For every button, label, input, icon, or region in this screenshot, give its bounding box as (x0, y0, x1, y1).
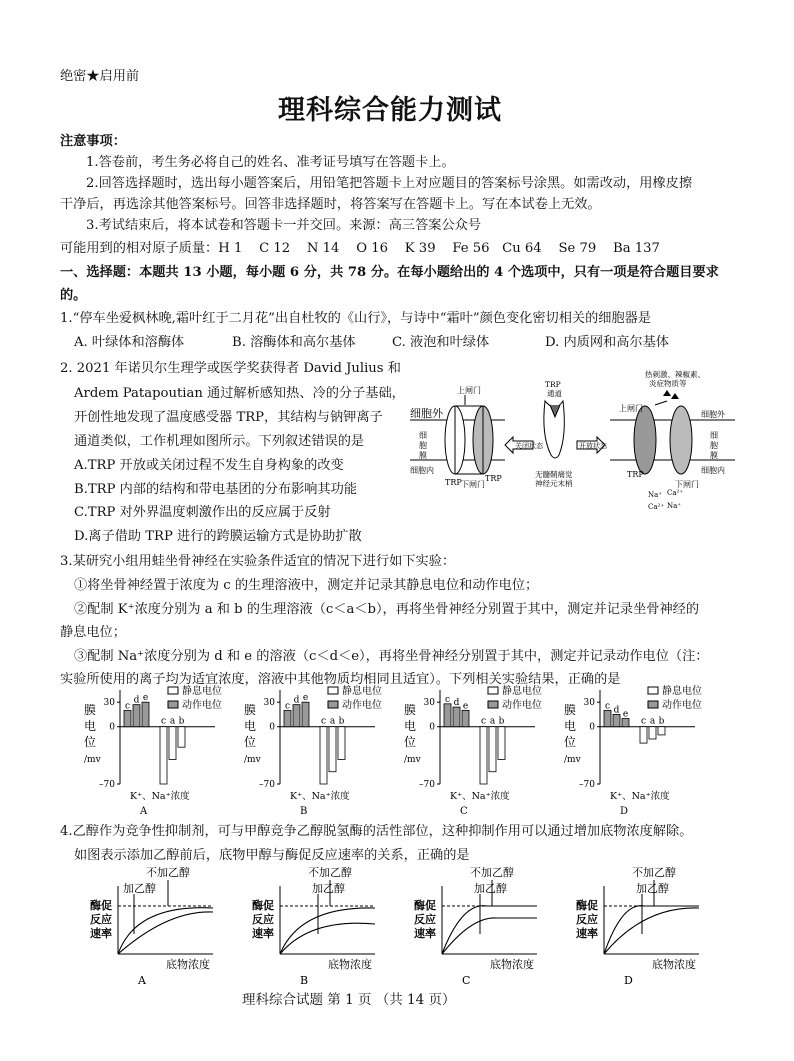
q4-chart-a-xlabel: 底物浓度 (166, 958, 210, 971)
chart-b-bar-ap-e (302, 702, 309, 727)
chart-a-bar-rp-c (160, 727, 167, 784)
fig-closed-label: 关闭状态 (515, 442, 543, 450)
chart-b-bar-ap-label: c (284, 701, 291, 712)
chart-c-bar-ap-label: d (453, 698, 460, 709)
q4-chart-c-curve-2 (442, 918, 537, 954)
q4-stem-2: 如图表示添加乙醇前后，底物甲醇与酶促反应速率的关系，正确的是 (74, 848, 470, 863)
chart-d-ytick-label: 0 (589, 722, 595, 733)
chart-a-bar-ap-label: c (124, 701, 131, 712)
q4-chart-c-xlabel: 底物浓度 (490, 958, 534, 971)
q1-option-b[interactable]: B. 溶酶体和高尔基体 (232, 335, 356, 350)
section-heading: 一、选择题：本题共 13 小题，每小题 6 分，共 78 分。在每小题给出的 4 个选项中，只有一项是符合题目要求 (60, 265, 719, 280)
q4-chart-c-label-none: 不加乙醇 (470, 866, 514, 879)
trp-mechanism-diagram (405, 365, 745, 513)
chart-d-ytick-label: 30 (583, 698, 595, 709)
notice-2: 2.回答选择题时，选出每小题答案后，用铅笔把答题卡上对应题目的答案标号涂黑。如需改动，用橡皮擦 (86, 176, 693, 191)
chart-b-bar-ap-label: e (302, 693, 309, 704)
chart-b-bar-ap-label: d (293, 695, 300, 706)
q3-stem-5: ③配制 Na⁺浓度分别为 d 和 e 的溶液（c＜d＜e），再将坐骨神经分别置于其中，测定并记录动作电位（注： (74, 649, 709, 664)
q4-chart-d-ylabel-2: 速率 (576, 927, 598, 940)
chart-a-legend-rest: 静息电位 (182, 686, 222, 697)
q2-stem-2: Ardem Patapoutian 通过解析感知热、冷的分子基础， (74, 386, 405, 401)
chart-c-bar-ap-label: e (462, 701, 469, 712)
q4-chart-b-ylabel-2: 速率 (252, 927, 274, 940)
chart-c-ylabel-0: 膜 (404, 703, 417, 717)
chart-a-xlabel: K⁺、Na⁺浓度 (130, 791, 190, 802)
q2-option-d[interactable]: D.离子借助 TRP 进行的跨膜运输方式是协助扩散 (74, 529, 362, 544)
fig-open-label: 开放状态 (579, 442, 607, 450)
fig-left-membrane-1: 细 (419, 431, 427, 440)
chart-d-bar-rp-b (658, 727, 665, 735)
q2-option-b[interactable]: B.TRP 内部的结构和带电基团的分布影响其功能 (74, 482, 358, 497)
fig-left-outside: 细胞外 (410, 407, 443, 420)
chart-b-bar-rp-label: b (338, 716, 345, 727)
chart-a-bar-rp-b (178, 727, 185, 747)
q4-chart-b-ylabel-1: 反应 (252, 913, 274, 926)
chart-a-bar-rp-label: c (160, 716, 167, 727)
chart-b-bar-rp-label: a (329, 716, 336, 727)
chart-b-legend-rest-swatch (328, 687, 338, 694)
chart-c-bar-ap-e (462, 710, 469, 726)
fig-left-upper-gate: 上闸门 (457, 386, 481, 395)
q3-stem-6: 实验所使用的离子均为适宜浓度，溶液中其他物质均相同且适宜）。下列相关实验结果，正确的是 (60, 672, 621, 687)
q4-chart-a-ylabel-0: 酶促 (90, 899, 112, 912)
q4-chart-b-panel-label: B (300, 974, 309, 987)
chart-a-ylabel-1: 电 (84, 719, 97, 733)
chart-b-ylabel-2: 位 (244, 735, 257, 749)
page-footer: 理科综合试题 第 1 页 （共 14 页） (242, 992, 456, 1008)
chart-c-bar-ap-label: c (444, 694, 451, 705)
chart-a-bar-ap-e (142, 702, 149, 727)
chart-c-ylabel-2: 位 (404, 735, 417, 749)
fig-right-membrane-2: 胞 (710, 441, 718, 450)
fig-right-inside: 细胞内 (701, 466, 725, 475)
chart-a-bar-rp-label: b (178, 716, 185, 727)
chart-c-legend-action-swatch (488, 701, 498, 708)
atomic-mass-line: 可能用到的相对原子质量：H 1 C 12 N 14 O 16 K 39 Fe 56 Cu 64 Se 79 Ba 137 (60, 241, 660, 256)
q4-stem-1: 4.乙醇作为竞争性抑制剂，可与甲醇竞争乙醇脱氢酶的活性部位，这种抑制作用可以通过增加底物浓度解除。 (60, 824, 693, 839)
chart-c-ylabel-3: /mv (404, 755, 421, 765)
chart-b-legend-rest: 静息电位 (342, 686, 382, 697)
chart-b-ytick-label: –70 (259, 780, 275, 790)
chart-d-bar-ap-d (613, 714, 620, 726)
q4-chart-b-label-none: 不加乙醇 (308, 866, 352, 879)
chart-d-bar-ap-label: e (622, 709, 629, 720)
q4-chart-b-xlabel: 底物浓度 (328, 958, 372, 971)
q4-chart-c-ylabel-0: 酶促 (414, 899, 436, 912)
fig-right-trp: TRP (627, 470, 644, 479)
q4-chart-a-label-none: 不加乙醇 (146, 866, 190, 879)
q4-chart-c-ylabel-1: 反应 (414, 913, 436, 926)
q4-chart-d-panel-label: D (624, 974, 633, 987)
notice-1: 1.答卷前，考生务必将自己的姓名、准考证号填写在答题卡上。 (86, 155, 455, 170)
chart-a-ylabel-2: 位 (84, 735, 97, 749)
notice-heading: 注意事项： (60, 134, 126, 149)
chart-c-bar-rp-label: c (480, 716, 487, 727)
q2-stem-3: 开创性地发现了温度感受器 TRP，其结构与钠钾离子 (74, 410, 383, 425)
chart-c-ylabel-1: 电 (404, 719, 417, 733)
q4-chart-a-curve-2 (118, 912, 213, 954)
chart-c-legend-rest-swatch (488, 687, 498, 694)
chart-c-bar-rp-a (489, 727, 496, 772)
chart-c-ytick-label: –70 (419, 780, 435, 790)
chart-d-bar-rp-label: a (649, 716, 656, 727)
q4-chart-d-curve-1 (604, 906, 699, 954)
chart-c-bar-ap-d (453, 707, 460, 727)
chart-d-xlabel: K⁺、Na⁺浓度 (610, 791, 670, 802)
fig-left-trp-1: TRP (445, 478, 462, 487)
fig-ion-3: Ca²⁺ (648, 503, 665, 511)
fig-ion-4: Na⁺ (667, 502, 681, 510)
q3-stem-1: 3.某研究小组用蛙坐骨神经在实验条件适宜的情况下进行如下实验： (60, 554, 456, 569)
notice-3: 3.考试结束后，将本试卷和答题卡一并交回。来源：高三答案公众号 (86, 218, 482, 233)
fig-right-lower-gate: 下闸门 (675, 480, 699, 489)
q4-chart-d-xlabel: 底物浓度 (652, 958, 696, 971)
chart-d-bar-rp-a (649, 727, 656, 739)
chart-a-bar-ap-label: e (142, 693, 149, 704)
chart-a-bar-rp-label: a (169, 716, 176, 727)
chart-b-ytick-label: 30 (263, 698, 275, 709)
fig-neuron-1: 无髓鞘痛觉 (535, 470, 573, 479)
q4-chart-c-label-add: 加乙醇 (474, 882, 507, 895)
chart-c-legend-rest: 静息电位 (502, 686, 542, 697)
chart-a-legend-rest-swatch (168, 687, 178, 694)
chart-c-ytick-label: 0 (429, 722, 435, 733)
fig-left-membrane-2: 胞 (419, 441, 427, 450)
fig-right-membrane-1: 细 (710, 431, 718, 440)
chart-c-bar-rp-c (480, 727, 487, 784)
q4-chart-c-ylabel-2: 速率 (414, 927, 436, 940)
fig-trp-channel-1: TRP (545, 380, 561, 389)
chart-c-bar-rp-label: b (498, 716, 505, 727)
chart-a-ytick-label: 0 (109, 722, 115, 733)
chart-b-ytick-label: 0 (269, 722, 275, 733)
fig-left-inside: 细胞内 (410, 466, 434, 475)
chart-d-ylabel-0: 膜 (564, 703, 577, 717)
q3-stem-2: ①将坐骨神经置于浓度为 c 的生理溶液中，测定并记录其静息电位和动作电位； (74, 578, 539, 593)
q2-option-c[interactable]: C.TRP 对外界温度刺激作出的反应属于反射 (74, 505, 331, 520)
chart-d-legend-rest: 静息电位 (662, 686, 702, 697)
q4-chart-b-curve-2 (280, 923, 375, 954)
chart-d-ylabel-1: 电 (564, 719, 577, 733)
chart-d-bar-ap-c (604, 710, 611, 726)
chart-b-ylabel-3: /mv (244, 755, 261, 765)
secret-mark: 绝密★启用前 (60, 69, 140, 84)
chart-a-ylabel-0: 膜 (84, 703, 97, 717)
q2-stem-1: 2. 2021 年诺贝尔生理学或医学奖获得者 David Julius 和 (60, 361, 401, 376)
chart-d-legend-action-swatch (648, 701, 658, 708)
chart-b-ylabel-1: 电 (244, 719, 257, 733)
fig-stimulus-2: 炎症物质等 (649, 379, 687, 388)
chart-b-panel-label: B (300, 806, 308, 817)
q4-chart-b-curve-1 (280, 908, 375, 954)
fig-left-trp-2: TRP (485, 474, 502, 483)
q4-curve-charts (90, 862, 730, 987)
chart-d-ytick-label: –70 (579, 780, 595, 790)
chart-d-bar-ap-label: d (613, 705, 620, 716)
section-heading-cont: 的。 (60, 288, 87, 303)
q2-option-a[interactable]: A.TRP 开放或关闭过程不发生自身构象的改变 (74, 458, 344, 473)
chart-b-bar-ap-d (293, 705, 300, 727)
q4-chart-a-label-add: 加乙醇 (123, 882, 156, 895)
chart-a-panel-label: A (140, 806, 148, 817)
chart-c-bar-rp-b (498, 727, 505, 760)
q4-chart-b-ylabel-0: 酶促 (252, 899, 274, 912)
q4-chart-d-curve-2 (604, 908, 699, 954)
chart-a-legend-action: 动作电位 (182, 700, 222, 711)
q4-chart-c-curve-1 (442, 906, 537, 954)
q1-option-c[interactable]: C. 液泡和叶绿体 (392, 335, 490, 350)
fig-stimulus-1: 热刺激、辣椒素、 (645, 370, 705, 379)
chart-b-bar-rp-c (320, 727, 327, 784)
q4-chart-d-label-none: 不加乙醇 (632, 866, 676, 879)
q4-chart-c-panel-label: C (462, 974, 471, 987)
q3-stem-3: ②配制 K⁺浓度分别为 a 和 b 的生理溶液（c＜a＜b），再将坐骨神经分别置于其中，测定并记录坐骨神经的 (74, 602, 700, 617)
chart-d-bar-ap-e (622, 719, 629, 727)
chart-b-legend-action: 动作电位 (342, 700, 382, 711)
chart-d-legend-action: 动作电位 (662, 700, 702, 711)
q4-chart-a-ylabel-1: 反应 (90, 913, 112, 926)
chart-d-bar-rp-c (640, 727, 647, 743)
chart-a-bar-ap-c (124, 710, 131, 726)
chart-a-ytick-label: 30 (103, 698, 115, 709)
fig-trp-channel-2: 通道 (547, 389, 562, 398)
q1-stem: 1.“停车坐爱枫林晚,霜叶红于二月花”出自杜牧的《山行》，与诗中“霜叶”颜色变化密切相关的细胞器是 (60, 311, 652, 326)
q2-stem-4: 通道类似，工作机理如图所示。下列叙述错误的是 (74, 434, 365, 449)
fig-ion-1: Na⁺ (648, 491, 662, 499)
chart-a-bar-ap-d (133, 705, 140, 727)
chart-a-legend-action-swatch (168, 701, 178, 708)
chart-a-ytick-label: –70 (99, 780, 115, 790)
chart-c-xlabel: K⁺、Na⁺浓度 (450, 791, 510, 802)
chart-d-bar-rp-label: b (658, 716, 665, 727)
q4-chart-b-label-add: 加乙醇 (312, 882, 345, 895)
chart-d-panel-label: D (620, 806, 629, 817)
q4-chart-a-curve-1 (118, 908, 213, 954)
chart-d-bar-ap-label: c (604, 701, 611, 712)
fig-right-upper-gate: 上闸门 (619, 404, 643, 413)
chart-b-xlabel: K⁺、Na⁺浓度 (290, 791, 350, 802)
q4-chart-d-label-add: 加乙醇 (636, 882, 669, 895)
q3-bar-charts (80, 684, 740, 819)
chart-a-ylabel-3: /mv (84, 755, 101, 765)
q4-chart-d-ylabel-1: 反应 (576, 913, 598, 926)
chart-c-legend-action: 动作电位 (502, 700, 542, 711)
chart-d-legend-rest-swatch (648, 687, 658, 694)
q4-chart-d-ylabel-0: 酶促 (576, 899, 598, 912)
fig-neuron-2: 神经元末梢 (535, 479, 573, 488)
chart-b-bar-rp-b (338, 727, 345, 760)
chart-d-ylabel-3: /mv (564, 755, 581, 765)
chart-c-bar-ap-c (444, 704, 451, 727)
fig-left-lower-gate: 下闸门 (461, 480, 485, 489)
chart-d-bar-rp-label: c (640, 716, 647, 727)
chart-c-ytick-label: 30 (423, 698, 435, 709)
chart-d-ylabel-2: 位 (564, 735, 577, 749)
fig-left-membrane-3: 膜 (419, 451, 427, 460)
chart-c-bar-rp-label: a (489, 716, 496, 727)
q4-chart-a-ylabel-2: 速率 (90, 927, 112, 940)
chart-b-bar-ap-c (284, 710, 291, 726)
q4-chart-a-panel-label: A (138, 974, 146, 987)
chart-a-bar-rp-a (169, 727, 176, 760)
chart-b-ylabel-0: 膜 (244, 703, 257, 717)
fig-ion-2: Ca²⁺ (667, 489, 684, 497)
chart-b-bar-rp-a (329, 727, 336, 772)
fig-right-membrane-3: 膜 (710, 451, 718, 460)
chart-c-panel-label: C (460, 806, 468, 817)
fig-right-outside: 细胞外 (701, 410, 725, 419)
q3-stem-4: 静息电位； (60, 625, 126, 640)
chart-b-legend-action-swatch (328, 701, 338, 708)
q1-option-d[interactable]: D. 内质网和高尔基体 (545, 335, 669, 350)
q1-option-a[interactable]: A. 叶绿体和溶酶体 (74, 335, 185, 350)
page-title: 理科综合能力测试 (278, 95, 502, 126)
chart-a-bar-ap-label: d (133, 695, 140, 706)
chart-b-bar-rp-label: c (320, 716, 327, 727)
notice-2-cont: 干净后，再选涂其他答案标号。回答非选择题时，将答案写在答题卡上。写在本试卷上无效。 (60, 197, 601, 212)
